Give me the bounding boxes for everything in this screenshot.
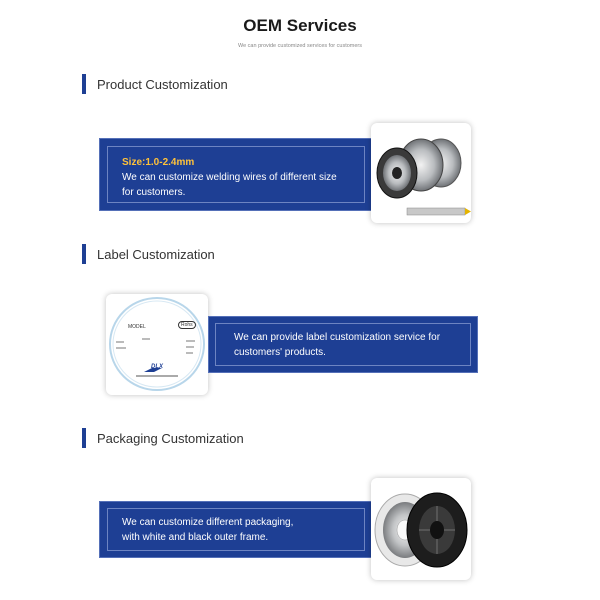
spool-label-icon xyxy=(106,294,208,395)
product-desc-line-1: We can customize welding wires of different size xyxy=(122,172,337,183)
packaging-info-box xyxy=(99,501,372,558)
packaging-spools-image xyxy=(371,478,471,580)
welding-wire-spools-image xyxy=(371,123,471,223)
section-title-packaging: Packaging Customization xyxy=(97,430,244,446)
packaging-spools-icon xyxy=(371,478,471,580)
rohs-badge: Rohs xyxy=(178,321,196,329)
label-info-inner xyxy=(215,323,471,366)
packaging-desc-line-2: with white and black outer frame. xyxy=(122,532,269,543)
label-model-text: MODEL xyxy=(128,324,146,330)
section-accent-bar xyxy=(82,74,86,94)
product-desc-line-2: for customers. xyxy=(122,187,186,198)
page-title: OEM Services xyxy=(243,16,357,35)
product-info-box xyxy=(99,138,373,211)
label-desc-line-1: We can provide label customization service for xyxy=(234,332,441,343)
packaging-info-inner xyxy=(107,508,365,551)
section-title-label: Label Customization xyxy=(97,246,215,262)
dlx-logo: DLX xyxy=(151,364,163,370)
section-header-product xyxy=(82,74,228,94)
label-info-box xyxy=(208,316,478,373)
label-desc-line-2: customers' products. xyxy=(234,347,326,358)
product-size-highlight: Size:1.0-2.4mm xyxy=(122,157,195,168)
section-accent-bar xyxy=(82,244,86,264)
section-accent-bar xyxy=(82,428,86,448)
page-subtitle: We can provide customized services for customers xyxy=(238,43,362,49)
section-header-packaging xyxy=(82,428,244,448)
spool-label-image xyxy=(106,294,208,395)
section-header-label xyxy=(82,244,215,264)
product-info-inner xyxy=(107,146,365,203)
packaging-desc-line-1: We can customize different packaging, xyxy=(122,517,294,528)
welding-wire-spools-icon xyxy=(371,123,471,223)
section-title-product: Product Customization xyxy=(97,76,228,92)
